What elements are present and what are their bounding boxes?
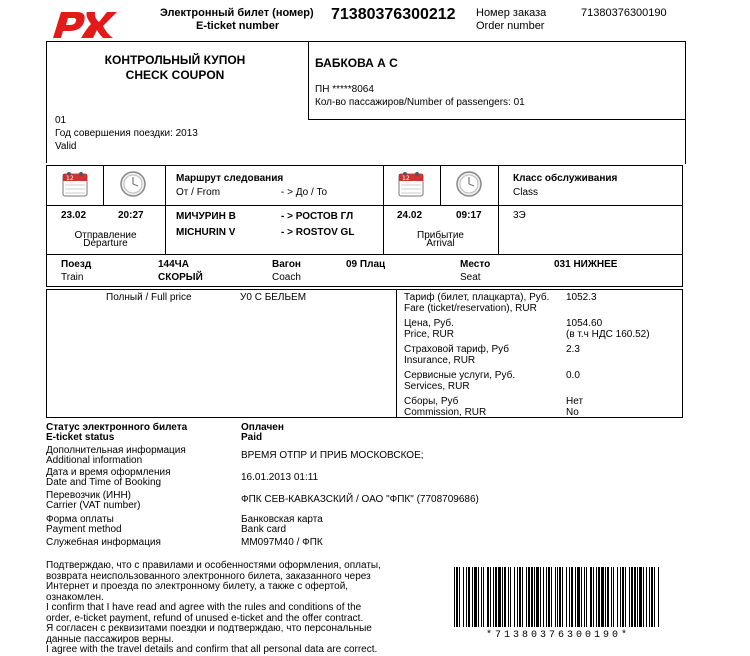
coach-value: 09 Плац — [346, 259, 386, 270]
service-info-value: ММ097М40 / ФПК — [241, 537, 323, 548]
barcode-bar — [478, 567, 479, 627]
seat-value: 031 НИЖНЕЕ — [554, 259, 618, 270]
barcode-bar — [528, 567, 530, 627]
vat-value: (в т.ч НДС 160.52) — [566, 329, 650, 340]
barcode-bar — [596, 567, 597, 627]
payment-label-ru: Форма оплаты — [46, 514, 114, 525]
to-station-en: - > ROSTOV GL — [281, 227, 355, 238]
barcode-bar — [634, 567, 636, 627]
barcode-bar — [639, 567, 642, 627]
barcode-bar — [586, 567, 587, 627]
to-station-ru: - > РОСТОВ ГЛ — [281, 211, 354, 222]
departure-calendar-icon — [62, 171, 88, 200]
services-en: Services, RUR — [404, 381, 470, 392]
confirmation-line: ознакомлен. — [46, 591, 104, 603]
carrier-value: ФПК СЕВ-КАВКАЗСКИЙ / ОАО "ФПК" (7708709686) — [241, 494, 479, 505]
order-number: 71380376300190 — [581, 7, 667, 19]
train-label-en: Train — [61, 272, 84, 283]
barcode-bar — [498, 567, 501, 627]
fare-box — [46, 289, 683, 418]
barcode-bar — [566, 567, 567, 627]
eticket-label-ru: Электронный билет (номер) — [160, 7, 314, 19]
trip-year: Год совершения поездки: 2013 — [55, 128, 198, 139]
departure-date: 23.02 — [61, 210, 87, 221]
additional-label-en: Additional information — [46, 455, 143, 466]
insurance-en: Insurance, RUR — [404, 355, 476, 366]
coupon-code: 01 — [55, 115, 67, 126]
barcode-bar — [629, 567, 630, 627]
class-value: 3Э — [513, 210, 526, 221]
coach-label-ru: Вагон — [272, 259, 301, 270]
barcode-bar — [562, 567, 563, 627]
booking-date-label-en: Date and Time of Booking — [46, 477, 162, 488]
from-label: От / From — [176, 187, 221, 198]
status-label-ru: Статус электронного билета — [46, 422, 188, 433]
barcode-bar — [536, 567, 539, 627]
barcode-bar — [548, 567, 550, 627]
coupon-title-en: CHECK COUPON — [125, 68, 225, 82]
barcode-bar — [522, 567, 523, 627]
status-value-ru: Оплачен — [241, 422, 284, 433]
barcode-bar — [654, 567, 655, 627]
barcode-bar — [514, 567, 515, 627]
eticket-label-en: E-ticket number — [196, 20, 280, 32]
route-col-2 — [165, 165, 166, 255]
confirmation-line: данные пассажиров верны. — [46, 633, 174, 645]
status-value-en: Paid — [241, 432, 263, 443]
barcode-bar — [559, 567, 561, 627]
barcode-bar — [463, 567, 464, 627]
commission-value: Нет — [566, 396, 584, 407]
barcode-bar — [584, 567, 585, 627]
fare-divider — [396, 289, 397, 418]
train-number: 144ЧА — [158, 259, 189, 270]
barcode-bar — [495, 567, 497, 627]
barcode-bar — [605, 567, 606, 627]
price-ru: Цена, Руб. — [404, 318, 454, 329]
tariff-en: Fare (ticket/reservation), RUR — [404, 303, 537, 314]
barcode-bar — [625, 567, 626, 627]
barcode-bar — [526, 567, 527, 627]
from-station-en: MICHURIN V — [176, 227, 236, 238]
barcode-bar — [611, 567, 612, 627]
svg-text:12: 12 — [402, 175, 410, 182]
barcode-bar — [646, 567, 647, 627]
tariff-ru: Тариф (билет, плацкарта), Руб. — [404, 292, 550, 303]
additional-label-ru: Дополнительная информация — [46, 445, 186, 456]
arrival-date: 24.02 — [397, 210, 423, 221]
barcode-bar — [593, 567, 594, 627]
barcode-bar — [569, 567, 570, 627]
to-label: - > До / To — [281, 187, 328, 198]
barcode-bar — [474, 567, 477, 627]
barcode-bar — [575, 567, 576, 627]
insurance-ru: Страховой тариф, Руб — [404, 344, 509, 355]
service-class: У0 С БЕЛЬЕМ — [240, 292, 307, 303]
barcode-bar — [631, 567, 633, 627]
barcode-bar — [571, 567, 573, 627]
barcode-bar — [504, 567, 506, 627]
service-info-label: Служебная информация — [46, 537, 161, 548]
order-label-ru: Номер заказа — [476, 7, 547, 19]
barcode-bar — [456, 567, 458, 627]
departure-time: 20:27 — [118, 210, 144, 221]
coupon-title-ru: КОНТРОЛЬНЫЙ КУПОН — [104, 53, 246, 67]
route-col-1 — [103, 165, 104, 205]
arrival-clock-icon — [456, 171, 482, 200]
confirmation-line: I agree with the travel details and confirm that all personal data are correct. — [46, 644, 378, 655]
coupon-left-border — [46, 41, 47, 163]
route-label: Маршрут следования — [176, 173, 284, 184]
valid-label: Valid — [55, 141, 77, 152]
confirmation-text — [46, 561, 441, 656]
from-station-ru: МИЧУРИН В — [176, 211, 236, 222]
coupon-top-border — [46, 41, 309, 42]
class-label-en: Class — [513, 187, 539, 198]
barcode-image — [452, 567, 664, 627]
coach-label-en: Coach — [272, 272, 301, 283]
barcode-bar — [502, 567, 503, 627]
route-col-4 — [440, 165, 441, 205]
arrival-calendar-icon — [398, 171, 424, 200]
barcode-bar — [519, 567, 521, 627]
barcode-bar — [607, 567, 609, 627]
payment-value-ru: Банковская карта — [241, 514, 323, 525]
barcode-bar — [543, 567, 544, 627]
barcode-bar — [577, 567, 580, 627]
barcode-bar — [534, 567, 535, 627]
payment-label-en: Payment method — [46, 524, 122, 535]
barcode-bar — [643, 567, 644, 627]
barcode-bar — [555, 567, 556, 627]
confirmation-line: Я согласен с реквизитами поездки и подтверждаю, что персональные — [46, 623, 372, 634]
barcode-bar — [472, 567, 473, 627]
full-price-label: Полный / Full price — [106, 292, 192, 303]
status-label-en: E-ticket status — [46, 432, 115, 443]
seat-label-ru: Место — [460, 259, 491, 270]
barcode-bar — [540, 567, 541, 627]
price-value: 1054.60 — [566, 318, 603, 329]
arrival-label-ru: Прибытие — [417, 230, 464, 241]
services-value: 0.0 — [566, 370, 580, 381]
barcode-bar — [613, 567, 614, 627]
barcode-bar — [617, 567, 618, 627]
barcode-bar — [649, 567, 650, 627]
barcode-bar — [490, 567, 491, 627]
barcode-bar — [557, 567, 558, 627]
route-row-divider — [46, 205, 683, 206]
barcode-bar — [510, 567, 511, 627]
confirmation-line: возврата неиспользованного электронного билета, заказанного через — [46, 570, 371, 582]
commission-value-en: No — [566, 407, 579, 418]
rzd-logo — [47, 6, 123, 42]
additional-value: ВРЕМЯ ОТПР И ПРИБ МОСКОВСКОЕ; — [241, 450, 424, 461]
passenger-name: БАБКОВА А С — [315, 56, 398, 70]
departure-label-ru: Отправление — [74, 230, 137, 241]
passenger-document: ПН *****8064 — [315, 84, 374, 95]
barcode-bar — [468, 567, 470, 627]
passenger-box — [308, 41, 686, 120]
barcode-bar — [493, 567, 494, 627]
booking-date-label-ru: Дата и время оформления — [46, 467, 171, 478]
passengers-count: Кол-во пассажиров/Number of passengers: 01 — [315, 97, 525, 108]
barcode-bar — [590, 567, 592, 627]
carrier-label-en: Carrier (VAT number) — [46, 500, 141, 511]
confirmation-line: Интернет и проезда по электронному билету, а также с офертой, — [46, 581, 349, 592]
barcode-bar — [508, 567, 509, 627]
train-label-ru: Поезд — [61, 259, 92, 270]
barcode-text: *71380376300190* — [485, 630, 630, 641]
train-type: СКОРЫЙ — [158, 272, 203, 283]
svg-text:12: 12 — [66, 175, 74, 182]
barcode — [452, 567, 664, 627]
tariff-value: 1052.3 — [566, 292, 597, 303]
insurance-value: 2.3 — [566, 344, 580, 355]
coupon-right-border — [685, 120, 686, 164]
barcode-bar — [658, 567, 659, 627]
confirmation-line: order, e-ticket payment, refund of unused e-ticket and the offer contract. — [46, 612, 364, 624]
booking-date-value: 16.01.2013 01:11 — [241, 472, 319, 483]
carrier-label-ru: Перевозчик (ИНН) — [46, 490, 132, 501]
barcode-bar — [651, 567, 653, 627]
barcode-bar — [622, 567, 624, 627]
commission-ru: Сборы, Руб — [404, 396, 459, 407]
departure-clock-icon — [120, 171, 146, 200]
barcode-bar — [459, 567, 460, 627]
commission-en: Commission, RUR — [404, 407, 487, 418]
payment-value-en: Bank card — [241, 524, 287, 535]
order-label-en: Order number — [476, 20, 545, 32]
barcode-bar — [598, 567, 600, 627]
barcode-bar — [466, 567, 467, 627]
eticket-number: 71380376300212 — [331, 6, 456, 23]
barcode-bar — [620, 567, 621, 627]
barcode-bar — [581, 567, 582, 627]
barcode-bar — [487, 567, 489, 627]
barcode-bar — [483, 567, 484, 627]
confirmation-line: I confirm that I have read and agree with the rules and conditions of the — [46, 602, 362, 613]
barcode-bar — [546, 567, 547, 627]
confirmation-line: Подтверждаю, что с правилами и особенностями оформления, оплаты, — [46, 560, 381, 571]
barcode-bar — [517, 567, 518, 627]
barcode-bar — [454, 567, 455, 627]
rzd-logo-icon — [47, 6, 123, 42]
services-ru: Сервисные услуги, Руб. — [404, 370, 516, 381]
barcode-bar — [601, 567, 604, 627]
departure-label-en: Departure — [83, 238, 128, 249]
class-label-ru: Класс обслуживания — [513, 173, 618, 184]
barcode-bar — [531, 567, 533, 627]
barcode-bar — [551, 567, 552, 627]
arrival-label-en: Arrival — [426, 238, 455, 249]
barcode-bar — [481, 567, 482, 627]
price-en: Price, RUR — [404, 329, 455, 340]
seat-label-en: Seat — [460, 272, 481, 283]
barcode-bar — [637, 567, 638, 627]
arrival-time: 09:17 — [456, 210, 482, 221]
route-col-5 — [498, 165, 499, 255]
